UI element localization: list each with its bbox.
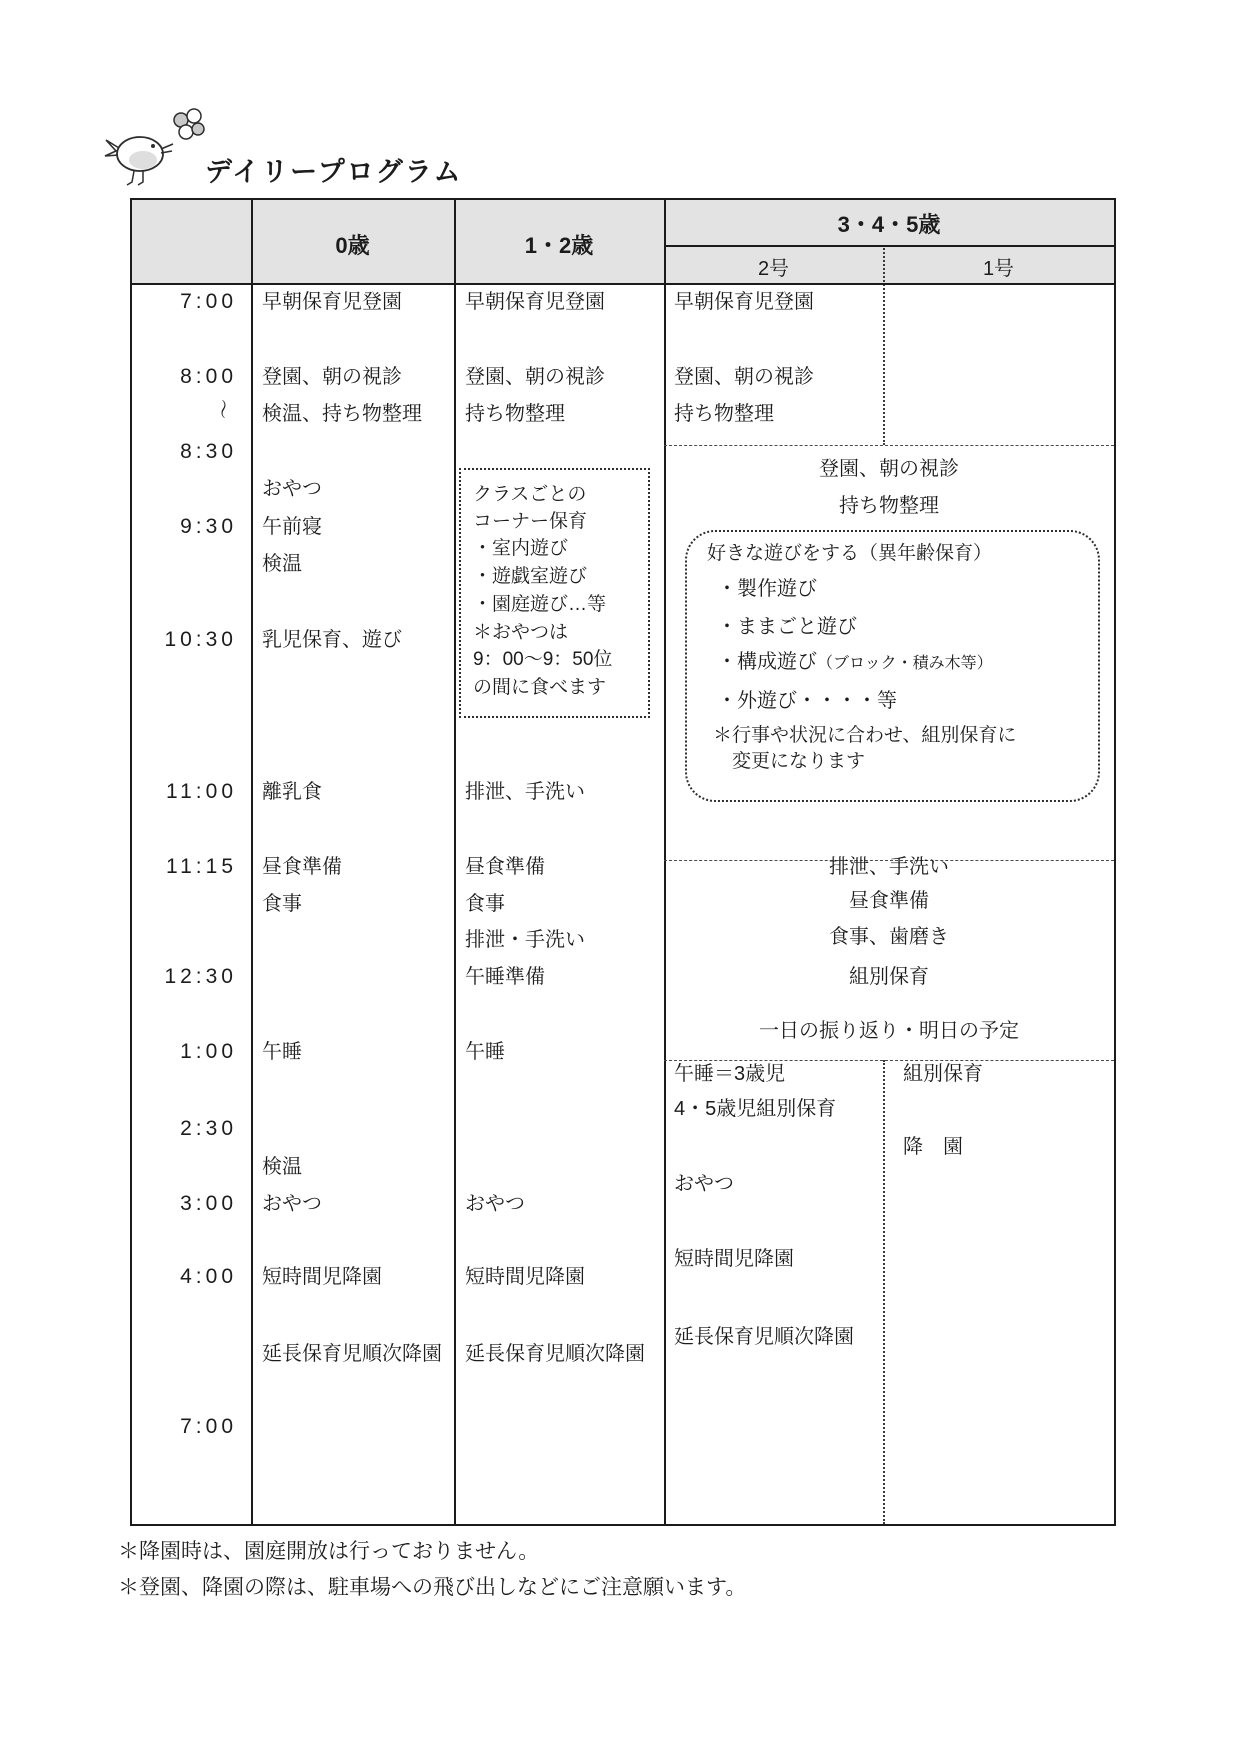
age345-merged-activity: 持ち物整理 [839,495,939,517]
age0-activity: 午睡 [262,1041,302,1063]
time-label: 1:00 [180,1040,237,1063]
corner-box-line: クラスごとの [473,484,587,505]
time-label: 11:00 [166,780,237,803]
time-label: 8:30 [180,440,237,463]
age0-activity: 延長保育児順次降園 [262,1343,442,1365]
age0-activity: おやつ [262,478,322,500]
age12-activity: 昼食準備 [465,856,545,878]
no2-activity: 早朝保育児登園 [674,291,814,313]
age345-merged-activity: 一日の振り返り・明日の予定 [759,1020,1019,1042]
age0-activity: 離乳食 [262,781,322,803]
column-header-age345: 3・4・5歳 [837,212,941,237]
footnote: ＊登園、降園の際は、駐車場への飛び出しなどにご注意願います。 [118,1576,747,1599]
age12-activity: 午睡準備 [465,966,545,988]
age12-activity: おやつ [465,1193,525,1215]
play-box-bullet: ・構成遊び（ブロック・積み木等） [717,651,993,673]
no2-activity: 延長保育児順次降園 [674,1326,854,1348]
age12-activity: 延長保育児順次降園 [465,1343,645,1365]
column-header-no2: 2号 [757,258,790,280]
time-label: 9:30 [180,515,237,538]
no2-activity: 午睡＝3歳児 [674,1063,786,1085]
no2-activity: 持ち物整理 [674,403,774,425]
no2-activity: 短時間児降園 [674,1248,794,1270]
age12-activity: 短時間児降園 [465,1266,585,1288]
no2-activity: おやつ [674,1173,734,1195]
no1-activity: 降 園 [903,1136,963,1158]
time-label: 7:00 [180,1415,237,1438]
corner-box-line: コーナー保育 [473,511,588,532]
age12-activity: 持ち物整理 [465,403,565,425]
time-label: 11:15 [166,855,237,878]
play-box-bullet: ・外遊び・・・・等 [717,690,897,712]
time-label: 7:00 [180,290,237,313]
time-label: 4:00 [180,1265,237,1288]
header-subrow-line [664,245,1114,247]
header-bottom-line [132,283,1114,285]
age0-activity: 昼食準備 [262,856,342,878]
age345-row1-line [664,445,1114,446]
play-box-note: ＊行事や状況に合わせ、組別保育に [713,725,1017,746]
bird-logo-icon [103,104,207,201]
corner-box-line: ・室内遊び [473,538,569,559]
play-box-bullet: ・ままごと遊び [717,616,857,638]
time-label: 8:00 [180,365,237,388]
age12-activity: 排泄・手洗い [465,929,585,951]
column-header-age0: 0歳 [335,233,370,258]
play-box-note: 変更になります [732,751,866,772]
time-label: 10:30 [164,628,237,651]
age0-activity: 早朝保育児登園 [262,291,402,313]
age0-activity: 午前寝 [262,516,322,538]
age345-merged-activity: 排泄、手洗い [829,856,949,878]
play-box-bullet: ・製作遊び [717,578,817,600]
corner-box-line: の間に食べます [473,677,607,698]
corner-box-line: 9：00～9：50位 [473,649,613,670]
age0-activity: 乳児保育、遊び [262,629,402,651]
age345-merged-activity: 登園、朝の視診 [819,458,959,480]
age345-merged-activity: 組別保育 [849,966,929,988]
age0-activity: 登園、朝の視診 [262,366,402,388]
divider-age0-age12 [454,200,456,1524]
column-header-age12: 1・2歳 [524,233,594,258]
age0-activity: 短時間児降園 [262,1266,382,1288]
footnote: ＊降園時は、園庭開放は行っておりません。 [118,1540,540,1563]
time-label: 12:30 [164,965,237,988]
no2-activity: 登園、朝の視診 [674,366,814,388]
age0-activity: 検温、持ち物整理 [262,403,422,425]
corner-box-line: ・遊戯室遊び [473,566,588,587]
corner-box-line: ・園庭遊び…等 [473,594,607,615]
divider-no2-no1-bottom [883,1060,885,1524]
no2-activity: 4・5歳児組別保育 [674,1098,837,1120]
page-title: デイリープログラム [205,157,463,187]
time-label: 3:00 [180,1192,237,1215]
age0-activity: 食事 [262,893,302,915]
age345-merged-activity: 食事、歯磨き [829,926,949,948]
time-label: 2:30 [180,1117,237,1140]
age12-activity: 排泄、手洗い [465,781,585,803]
no1-activity: 組別保育 [903,1063,983,1085]
divider-time-age0 [251,200,253,1524]
age12-activity: 午睡 [465,1041,505,1063]
corner-box-line: ＊おやつは [473,622,569,643]
daily-program-table [130,198,1116,1526]
age12-activity: 登園、朝の視診 [465,366,605,388]
age12-activity: 食事 [465,893,505,915]
age12-activity: 早朝保育児登園 [465,291,605,313]
play-box-title: 好きな遊びをする（異年齢保育） [707,543,993,564]
time-range-tilde: 〜 [211,399,233,419]
age0-activity: おやつ [262,1193,322,1215]
age0-activity: 検温 [262,553,302,575]
age0-activity: 検温 [262,1156,302,1178]
age345-merged-activity: 昼食準備 [849,890,929,912]
column-header-no1: 1号 [982,258,1015,280]
